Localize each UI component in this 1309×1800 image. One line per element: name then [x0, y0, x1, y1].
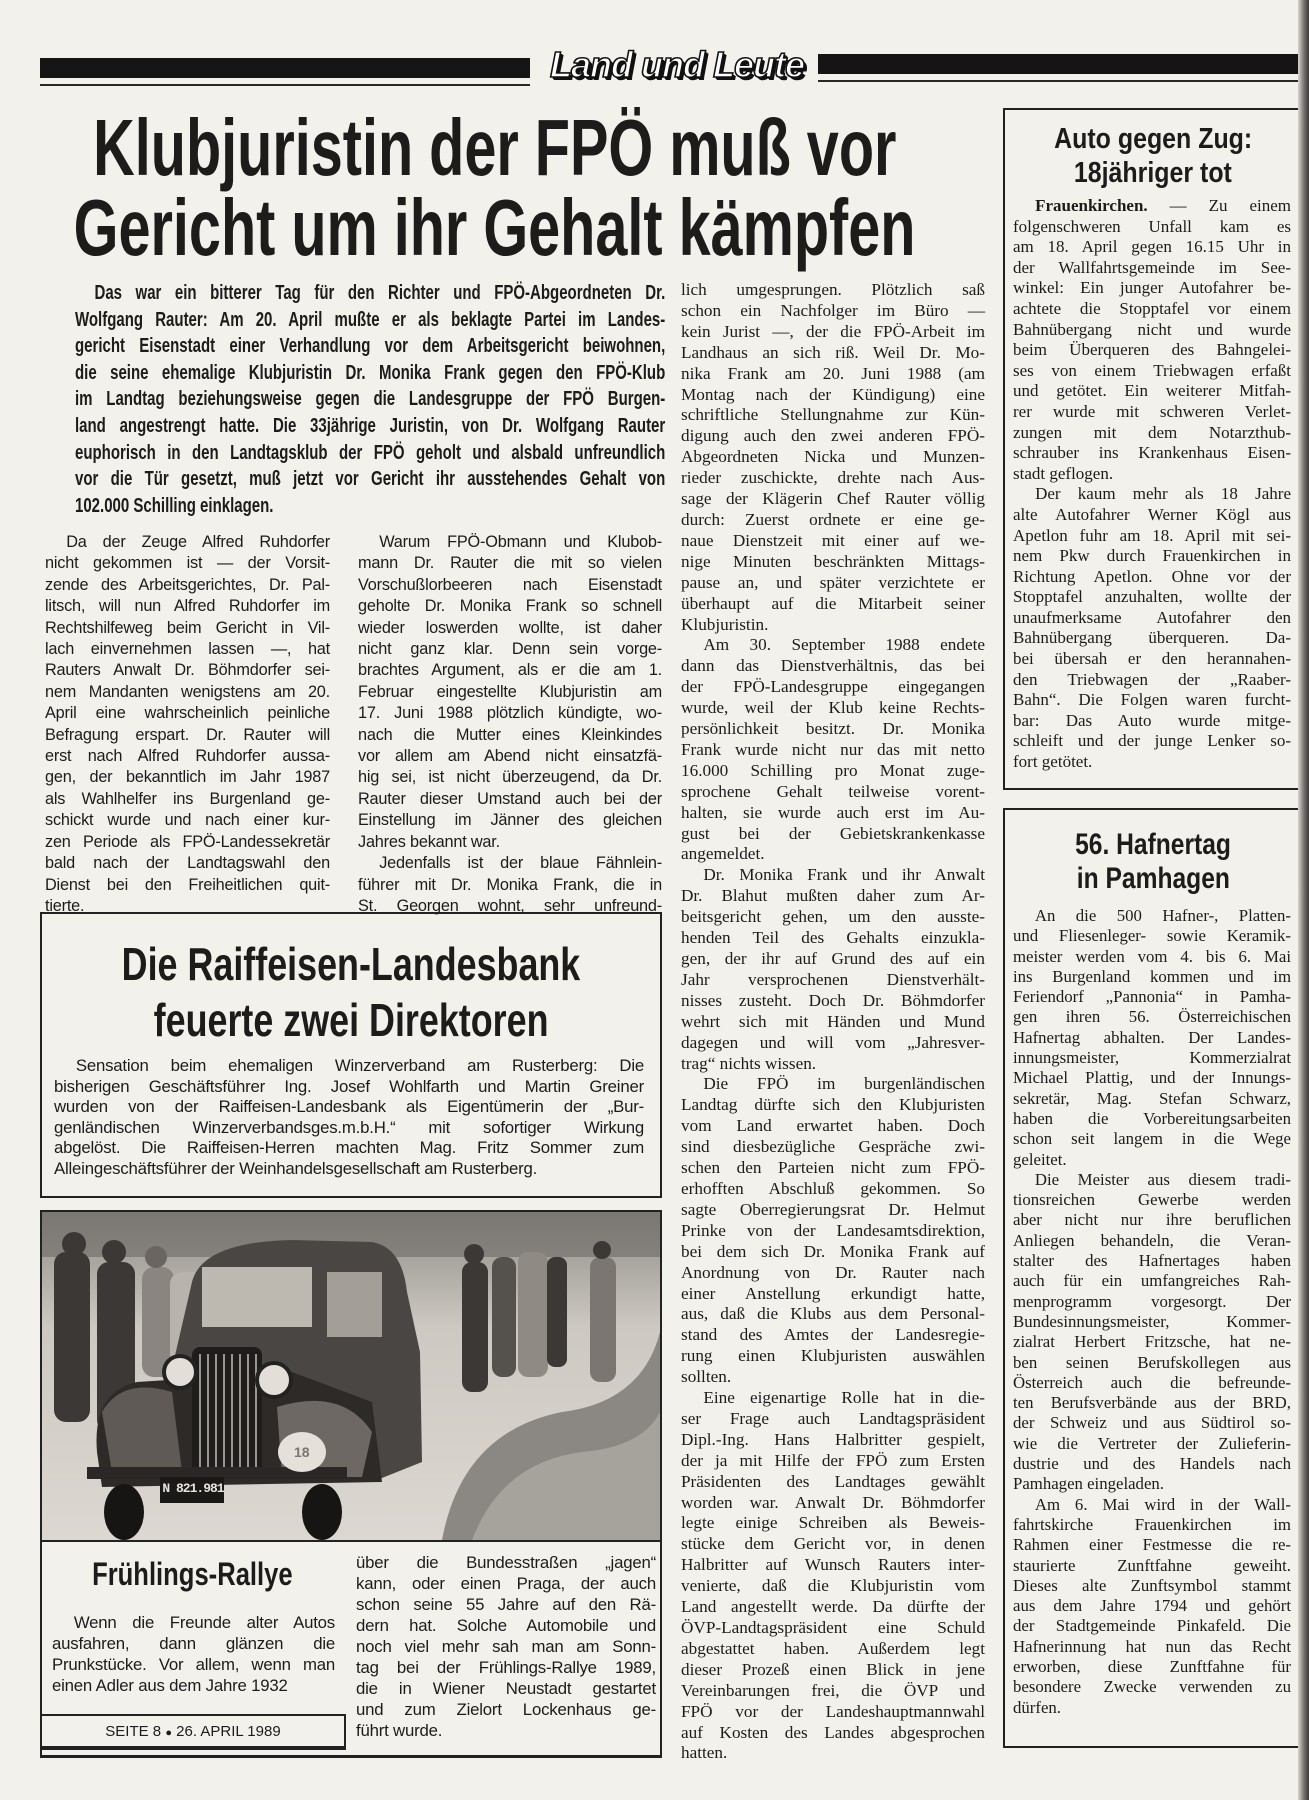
sidebar-hafnertag-box — [1003, 808, 1309, 1748]
text-line: wurde, weil der Klub keine Rechts- — [681, 698, 985, 718]
text-line: Apetlon fuhr am 18. April mit sei- — [1013, 525, 1291, 545]
rally-number: 18 — [294, 1444, 310, 1460]
text-line: bisherigen Geschäftsführer Ing. Josef Wohlfarth und Martin Greiner — [54, 1076, 644, 1096]
text-line: lach einvernehmen lassen —, hat — [45, 640, 330, 659]
text-line: Bahnübergang nicht und wurde — [1013, 319, 1291, 339]
text-line: innungsmeister, Kommerzialrat — [1013, 1048, 1291, 1068]
text-line: Klubjuristin. — [681, 614, 769, 634]
text-line: Die FPÖ im burgenländischen — [703, 1074, 985, 1094]
text-line: besondere Zwecke verwenden zu — [1013, 1677, 1291, 1697]
section-header-rule-right — [818, 80, 1309, 82]
text-line: worden war. Anwalt Dr. Böhmdorfer — [681, 1492, 985, 1512]
text-line: gericht Eisenstadt einer Verhandlung vor dem Arbeitsgericht beiwohnen, — [75, 335, 666, 358]
text-line: hig sei, ist nicht überzeugend, da Dr. — [358, 768, 662, 787]
text-line: dann das Dienstverhältnis, das bei — [681, 656, 985, 676]
text-line: dustrie und des Handels nach — [1013, 1454, 1291, 1474]
text-line: stalter des Hafnertages haben — [1013, 1251, 1291, 1271]
sidebar-accident-box — [1003, 108, 1309, 790]
text-line: sprochene Gehalt teilweise vorent- — [681, 781, 985, 801]
text-line: tierte. — [45, 896, 85, 915]
text-line: 17. Juni 1988 plötzlich kündigte, wo- — [358, 704, 662, 723]
text-line: wie die Vertreter der Zulieferin- — [1013, 1433, 1291, 1453]
text-line: einer Anstellung erkundigt hatte, — [681, 1283, 985, 1303]
text-line: Michael Plattig, und der Innungs- — [1013, 1068, 1291, 1088]
text-line: Landtag dürfte sich den Klubjuristen — [681, 1095, 985, 1115]
text-line: der FPÖ-Landesgruppe eingegangen — [681, 677, 985, 697]
section-header-bar-right — [818, 54, 1309, 74]
text-line: kein Jurist —, der die FPÖ-Arbeit im — [681, 321, 985, 341]
text-line: führt wurde. — [356, 1721, 443, 1740]
text-line: führer mit Dr. Monika Frank, die in — [358, 875, 662, 894]
accident-headline-line: 18jähriger tot — [1074, 157, 1232, 189]
text-line: naue Dienstzeit mit einer auf we- — [681, 530, 985, 550]
text-line: nem Pkw durch Frauenkirchen in — [1013, 546, 1291, 566]
text-line: und zum Zielort Lockenhaus ge- — [356, 1700, 656, 1719]
text-line: ser Frage auch Landtagspräsident — [681, 1408, 985, 1428]
section-header-rule-left — [40, 84, 530, 86]
article-column-3 — [681, 280, 985, 1764]
text-line: tionsreichen Gewerbe werden — [1013, 1190, 1291, 1210]
text-line: dieser Prozeß einen Blick in jene — [681, 1659, 985, 1679]
text-line: haben die Vorbereitungsarbeiten — [1013, 1108, 1291, 1128]
text-line: Die Meister aus diesem tradi- — [1034, 1169, 1291, 1189]
text-line: henden Teil des Gehalts einzukla- — [681, 928, 985, 948]
text-line: Landhaus an sich riß. Weil Dr. Mo- — [681, 342, 985, 362]
text-line: erst nach Alfred Ruhdorfer aussa- — [45, 747, 330, 766]
text-line: rung einen Klubjuristen auswählen — [681, 1346, 985, 1366]
text-line: rieder zuschickte, drehte nach Aus- — [681, 468, 985, 488]
text-line: als Wahlhelfer ins Burgenland ge- — [45, 789, 330, 808]
text-line: Sensation beim ehemaligen Winzerverband am Rusterberg: Die — [75, 1056, 644, 1075]
raiffeisen-article-box — [40, 912, 662, 1198]
main-headline — [55, 103, 935, 272]
text-line: Rechtshilfeweg beim Gericht in Vil- — [45, 618, 330, 637]
text-line: sollten. — [681, 1367, 732, 1387]
text-line: staurierte Zunftfahne geweiht. — [1013, 1555, 1291, 1575]
text-line: Präsidenten des Landtages gewählt — [681, 1471, 985, 1491]
text-line: bar: Das Auto wurde mitge- — [1013, 710, 1291, 730]
text-line: und getötet. Ein weiterer Mitfah- — [1013, 381, 1291, 401]
text-line: nicht gekommen ist — der Vorsit- — [45, 554, 330, 573]
text-line: der Wallfahrtsgemeinde im See- — [1013, 257, 1291, 277]
text-line: zen Periode als FPÖ-Landessekretär — [45, 832, 330, 851]
text-line: ten Berufsverbände aus der BRD, — [1013, 1393, 1291, 1413]
text-line: der Stadtgemeinde Pinkafeld. Die — [1013, 1616, 1291, 1636]
text-line: Wolfgang Rauter: Am 20. April mußte er als beklagte Partei im Landes- — [75, 308, 666, 331]
accident-body — [1013, 196, 1291, 773]
text-line: geholte Dr. Monika Frank so schnell — [358, 597, 662, 616]
text-line: Alleingeschäftsführer der Weinhandelsgesellschaft am Rusterberg. — [54, 1158, 538, 1178]
text-line: Am 30. September 1988 endete — [703, 635, 985, 655]
text-line: Jahres bekannt war. — [358, 832, 500, 851]
rally-photo — [40, 1210, 662, 1542]
text-line: schrauber ins Krankenhaus Eisen- — [1013, 443, 1291, 463]
text-line: Am 6. Mai wird in der Wall- — [1034, 1494, 1291, 1514]
text-line: dern hat. Solche Automobile und — [356, 1616, 656, 1635]
text-line: FPÖ vor der Landeshauptmannwahl — [681, 1701, 985, 1721]
text-line: zungen mit dem Notarzthub- — [1013, 422, 1291, 442]
text-line: sagte Oberregierungsrat Dr. Helmut — [681, 1199, 985, 1219]
text-line: Rahmen einer Festmesse die re- — [1013, 1535, 1291, 1555]
text-line: Stopptafel anzuhalten, wollte der — [1013, 587, 1291, 607]
text-line: ausfahren, dann glänzen die — [52, 1634, 335, 1653]
text-line: stadt geflogen. — [1013, 463, 1114, 483]
lead-paragraph — [75, 280, 665, 525]
text-line: Jedenfalls ist der blaue Fähnlein- — [379, 854, 662, 873]
text-line: bei dem sich Dr. Monika Frank auf — [681, 1241, 985, 1261]
text-line: bald nach der Landtagswahl den — [45, 854, 330, 873]
text-line: St. Georgen wohnt, sehr unfreund- — [358, 896, 662, 915]
text-line: nige Minuten beschränkten Mittags- — [681, 551, 985, 571]
text-line: winkel: Ein junger Autofahrer be- — [1013, 278, 1291, 298]
text-line: 102.000 Schilling einklagen. — [75, 494, 274, 517]
text-line: ÖVP-Landtagspräsident eine Schuld — [681, 1618, 985, 1637]
text-line: Montag nach der Kündigung) eine — [681, 384, 985, 404]
headline-line: Klubjuristin der FPÖ muß vor — [93, 103, 897, 192]
article-column-2 — [358, 532, 662, 917]
text-line: schriftliche Stellungnahme zur Kün- — [681, 405, 985, 425]
section-header-bar-left — [40, 58, 530, 78]
text-line: zende des Arbeitsgerichtes, Dr. Pal- — [45, 575, 330, 594]
text-line: Bahnübergang überqueren. Da- — [1013, 628, 1291, 648]
text-line: nika Frank am 20. Juni 1988 (am — [681, 363, 985, 383]
text-line: gust bei der Gebietskrankenkasse — [681, 823, 985, 843]
text-line: den Triebwagen der „Raaber- — [1013, 669, 1291, 689]
text-line: folgenschweren Unfall kam es — [1013, 216, 1291, 236]
text-line: im Landtag beziehungsweise gegen die Landesgruppe der FPÖ Burgen- — [75, 388, 666, 411]
text-line: Eine eigenartige Rolle hat in die- — [703, 1388, 985, 1408]
text-line: geleitet. — [1013, 1149, 1067, 1169]
text-line: Warum FPÖ-Obmann und Klubob- — [379, 533, 662, 551]
text-line: aber nicht nur ihre beruflichen — [1013, 1210, 1291, 1230]
text-line: April eine wahrscheinlich peinliche — [45, 704, 330, 723]
text-line: vor allem am Abend nicht einsatzfä- — [358, 747, 662, 766]
text-line: venierte, daß die Klubjuristin vom — [681, 1576, 985, 1596]
text-line: 16.000 Schilling pro Monat zuge- — [681, 760, 985, 780]
vintage-car-photo — [42, 1212, 660, 1540]
text-line: Abgeordneten Nicka und Munzen- — [681, 447, 985, 467]
text-line: pause an, und später verzichtete er — [681, 572, 985, 592]
text-line: vor die Tür gesetzt, muß jetzt vor Gericht ihr ausstehendes Gehalt von — [75, 468, 666, 491]
text-line: dürfen. — [1013, 1697, 1061, 1717]
text-line: brachtes Argument, als er die am 1. — [358, 661, 662, 680]
text-line: angemeldet. — [681, 844, 765, 864]
hafnertag-body — [1013, 906, 1291, 1718]
text-line: schon seine 55 Jahre auf den Rä- — [356, 1595, 656, 1614]
text-line: Befragung erspart. Dr. Rauter will — [45, 725, 330, 744]
text-line: der Schweiz und aus Südtirol so- — [1013, 1413, 1291, 1433]
text-line: Jahr versprochenen Dienstverhält- — [681, 969, 985, 989]
page-footer — [40, 1714, 346, 1750]
text-line: sage der Klägerin Chef Rauter völlig — [681, 489, 985, 509]
rally-body-right — [356, 1552, 656, 1741]
text-line: Land angestellt werde. Da dürfte der — [681, 1597, 985, 1617]
text-line: land angestrengt hatte. Die 33jährige Juristin, von Dr. Wolfgang Rauter — [75, 414, 666, 437]
text-line: schickt wurde und nach einer kur- — [45, 811, 330, 830]
text-line: schleift und der junge Lenker so- — [1013, 731, 1291, 751]
text-line: wehrt sich mit Händen und Mund — [681, 1011, 985, 1031]
text-line: euphorisch in den Landtagsklub der FPÖ geholt und alsbald unfreundlich — [75, 441, 666, 464]
text-line: schon ein Nachfolger im Büro — — [681, 300, 985, 320]
text-line: genländischen Winzerverbandsges.m.b.H.“ mit sofortiger Wirkung — [54, 1117, 644, 1137]
text-line: durch: Zuerst ordnete er eine ge- — [681, 509, 985, 529]
text-line: lich umgesprungen. Plötzlich saß — [681, 280, 985, 299]
text-line: Hafnertag abhalten. Der Landes- — [1013, 1027, 1291, 1047]
page-scan-edge — [1298, 0, 1309, 1800]
accident-headline-line: Auto gegen Zug: — [1053, 123, 1253, 155]
text-line: ses von einem Triebwagen erfaßt — [1013, 360, 1291, 380]
text-line: vom Land erwartet haben. Doch — [681, 1116, 985, 1136]
text-line: beim Überqueren des Bahngelei- — [1013, 340, 1291, 360]
text-line: Prunkstücke. Vor allem, wenn man — [52, 1655, 335, 1674]
text-line: nicht ganz klar. Denn sein vorge- — [358, 640, 662, 659]
text-line: Feriendorf „Pannonia“ in Pamha- — [1013, 987, 1291, 1007]
text-line: schon seit langem in die Wege — [1013, 1129, 1291, 1149]
text-line: auf Kosten des Landes abgesprochen — [681, 1722, 985, 1742]
text-line: erworben, diese Zunftfahne für — [1013, 1656, 1291, 1676]
text-line: Bundesinnungsmeister, Kommer- — [1013, 1311, 1291, 1331]
text-line: bei übersah er den herannahen- — [1013, 649, 1291, 669]
text-line: tag bei der Frühlings-Rallye 1989, — [356, 1658, 656, 1677]
text-line: Anliegen behandeln, die Veran- — [1013, 1230, 1291, 1250]
text-line: menprogramm vorgesorgt. Der — [1013, 1291, 1291, 1311]
text-line: halten, sie wurde auch erst im Au- — [681, 802, 985, 822]
text-line: gen, der ihr auf Grund des auf ein — [681, 949, 985, 968]
raiffeisen-headline-line: Die Raiffeisen-Landesbank — [121, 938, 581, 990]
text-line: Bahn“. Die Folgen waren furcht- — [1013, 690, 1291, 710]
text-line: noch viel mehr sah man am Sonn- — [356, 1637, 656, 1656]
text-line: Rauter dieser Umstand auch bei der — [358, 789, 662, 808]
text-line: Da der Zeuge Alfred Ruhdorfer — [66, 533, 330, 551]
text-line: zialrat Herbert Fritzsche, hat ne- — [1013, 1332, 1291, 1352]
text-line: digung auch den zwei anderen FPÖ- — [681, 426, 985, 446]
text-line: Frank wurde nicht nur das mit netto — [681, 739, 985, 759]
text-line: Dr. Monika Frank und ihr Anwalt — [703, 865, 985, 885]
text-line: wurden von der Raiffeisen-Landesbank als Eigentümerin der „Bur- — [54, 1097, 644, 1117]
text-line: dagegen und will vom „Jahresver- — [681, 1032, 985, 1052]
text-line: Dipl.-Ing. Hans Halbritter gespielt, — [681, 1429, 985, 1449]
text-line: gen, der bekanntlich im Jahr 1987 — [45, 768, 330, 787]
headline-line: Gericht um ihr Gehalt kämpfen — [74, 183, 916, 272]
text-line: persönlichkeit besitzt. Dr. Monika — [681, 719, 985, 739]
text-line: Richtung Apetlon. Ohne vor der — [1013, 566, 1291, 586]
text-line: Februar eingestellte Klubjuristin am — [358, 682, 662, 701]
text-line: nach die Mutter eines Kleinkindes — [358, 725, 662, 744]
text-line: mann Dr. Rauter die mit so vielen — [358, 554, 662, 573]
text-line: Vorschußlorbeeren nach Eisenstadt — [358, 575, 662, 594]
text-line: Hafnerinnung hat nun das Recht — [1013, 1636, 1291, 1656]
text-line: abgestattet haben. Außerdem legt — [681, 1638, 985, 1658]
text-line: sekretär, Mag. Stefan Schwarz, — [1013, 1088, 1291, 1108]
text-line: Dienst bei den Freiheitlichen quit- — [45, 875, 330, 894]
text-line: aus, daß die Klubs aus dem Personal- — [681, 1304, 985, 1324]
text-line-rest: — Zu einem — [1147, 196, 1291, 215]
text-line: nem Mandanten wenigstens am 20. — [45, 682, 330, 701]
text-line: rer wurde mit schweren Verlet- — [1013, 401, 1291, 421]
dateline: Frauenkirchen. — [1035, 196, 1148, 215]
text-line: schen den Parteien nicht zum FPÖ- — [681, 1158, 985, 1178]
raiffeisen-headline-line: feuerte zwei Direktoren — [153, 994, 549, 1046]
text-line: Rauters Anwalt Dr. Böhmdorfer sei- — [45, 661, 330, 680]
text-line: am 18. April gegen 16.15 Uhr in — [1013, 237, 1291, 257]
text-line: nisses zusteht. Doch Dr. Böhmdorfer — [681, 990, 985, 1010]
headlight-left — [164, 1356, 196, 1388]
rally-headline: Frühlings-Rallye — [91, 1556, 293, 1592]
page-number: SEITE 8 — [105, 1723, 162, 1740]
text-line: einen Adler aus dem Jahre 1932 — [52, 1676, 288, 1695]
text-line: abgelöst. Die Raiffeisen-Herren machten Mag. Fritz Sommer zum — [54, 1138, 644, 1158]
text-line: fahrtskirche Frauenkirchen im — [1013, 1514, 1291, 1534]
text-line: stücke dem Gericht vor, in denen — [681, 1534, 985, 1554]
text-line: aus dem Jahre 1794 und gehört — [1013, 1596, 1291, 1616]
text-line: Einstellung im Jänner des gleichen — [358, 811, 662, 830]
text-line: hatten. — [681, 1743, 728, 1763]
text-line: meister werden vom 4. bis 6. Mai — [1013, 946, 1291, 966]
raiffeisen-body — [54, 1056, 644, 1180]
text-line: Wenn die Freunde alter Autos — [73, 1613, 335, 1632]
text-line: auch für ein umfangreiches Rah- — [1013, 1271, 1291, 1291]
text-line: gen ihren 56. Österreichischen — [1013, 1007, 1291, 1027]
text-line: Österreich auch die befreunde- — [1013, 1372, 1291, 1392]
text-line: die seine ehemalige Klubjuristin Dr. Monika Frank gegen den FPÖ-Klub — [75, 361, 666, 384]
text-line: ben seinen Berufskollegen aus — [1013, 1352, 1291, 1372]
text-line: stand des Amtes der Landesregie- — [681, 1325, 985, 1345]
headlight-right — [257, 1363, 291, 1397]
hafnertag-headline-line: 56. Hafnertag — [1075, 828, 1231, 861]
text-line: beitsgericht gehen, um den ausste- — [681, 907, 985, 927]
text-line: kann, oder einen Praga, der auch — [356, 1574, 656, 1593]
text-line: und Fliesenleger- sowie Keramik- — [1013, 926, 1291, 946]
text-line: ins Burgenland kommen und im — [1013, 966, 1291, 986]
bullet-icon: ● — [165, 1727, 172, 1739]
text-line: Vereinbarungen frei, die ÖVP und — [681, 1680, 985, 1700]
text-line: alte Autofahrer Werner Kögl aus — [1013, 504, 1291, 524]
text-line: der ja mit Hilfe der FPÖ zum Ersten — [681, 1450, 985, 1470]
text-line: wieder loswerden wollte, ist daher — [358, 618, 662, 637]
text-line: Prinke von der Landesamtsdirektion, — [681, 1220, 985, 1240]
text-line: sind diesbezügliche Gespräche zwi- — [681, 1137, 985, 1157]
license-plate-text: N 821.981 — [162, 1481, 224, 1496]
hafnertag-headline-line: in Pamhagen — [1076, 862, 1230, 895]
section-logo: Land und Leute — [550, 44, 804, 85]
text-line: Pamhagen eingeladen. — [1013, 1474, 1164, 1494]
text-line: die in Wiener Neustadt gestartet — [356, 1679, 656, 1698]
text-line: litsch, will nun Alfred Ruhdorfer im — [45, 597, 330, 616]
text-line: legte einige Schreiben als Beweis- — [681, 1513, 985, 1533]
text-line: überhaupt auf die Mitarbeit seiner — [681, 593, 985, 613]
rally-body-left — [52, 1612, 335, 1696]
text-line: Dieses alte Zunftsymbol stammt — [1013, 1575, 1291, 1595]
text-line: trag“ nichts wissen. — [681, 1053, 817, 1073]
text-line: über die Bundesstraßen „jagen“ — [356, 1553, 656, 1572]
text-line: achtete die Stopptafel vor einem — [1013, 298, 1291, 318]
article-column-1 — [45, 532, 330, 917]
text-line: Der kaum mehr als 18 Jahre — [1035, 484, 1291, 504]
text-line: Dr. Blahut mußten daher zum Ar- — [681, 886, 985, 906]
text-line: An die 500 Hafner-, Platten- — [1034, 906, 1291, 925]
text-line — [1013, 196, 1291, 217]
text-line: unaufmerksame Autofahrer den — [1013, 607, 1291, 627]
text-line: fort getötet. — [1013, 752, 1093, 772]
text-line: Anordnung von Dr. Rauter nach — [681, 1262, 985, 1282]
text-line: erhofften Abschluß gekommen. So — [681, 1178, 985, 1198]
text-line: Halbritter auf Wunsch Rauters inter- — [681, 1555, 985, 1575]
text-line: Das war ein bitterer Tag für den Richter und FPÖ-Abgeordneten Dr. — [94, 282, 666, 304]
issue-date: 26. APRIL 1989 — [176, 1723, 281, 1740]
